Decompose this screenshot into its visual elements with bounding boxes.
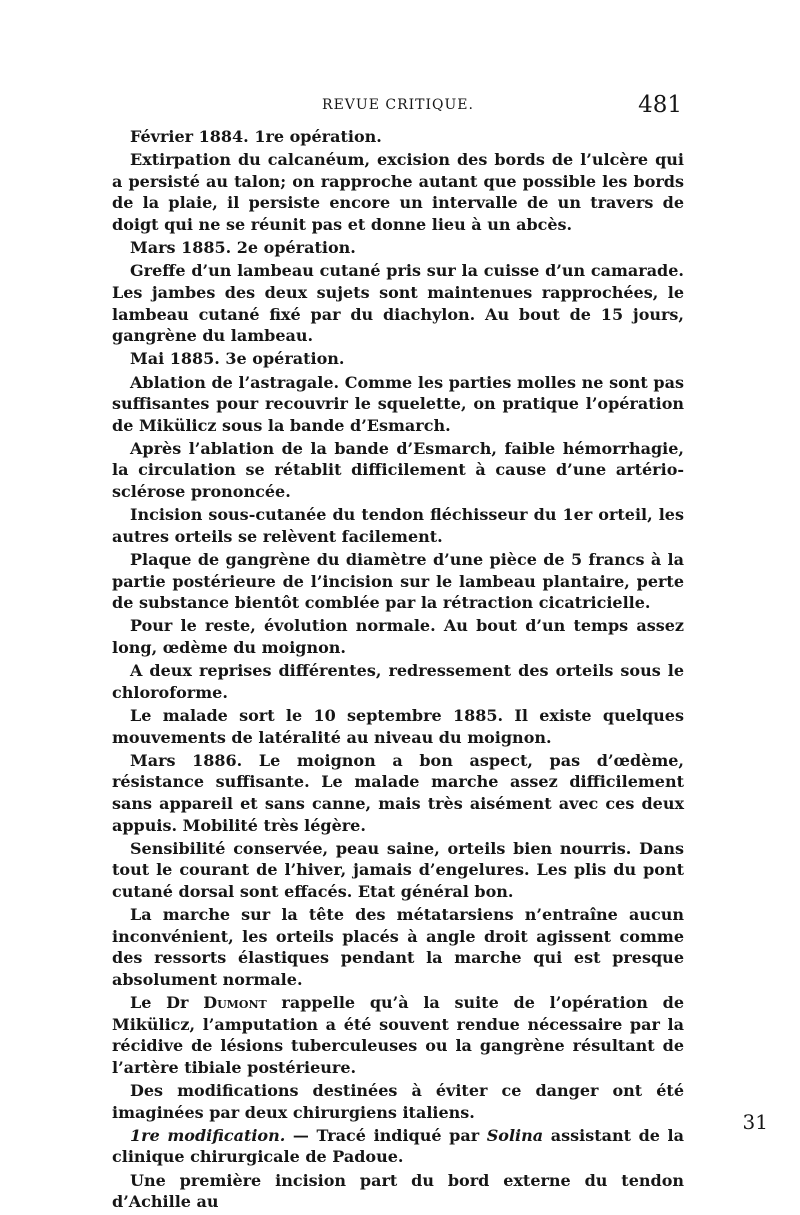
first-modification-person: Solina — [486, 1125, 544, 1145]
first-modification-rest: assistant de la clinique chirurgicale de Padoue. — [112, 1125, 684, 1167]
first-modification-paragraph — [112, 1125, 684, 1168]
paragraph: Mai 1885. 3e opération. — [130, 349, 345, 369]
dumont-prefix: Le Dr — [130, 993, 204, 1013]
paragraph: Mars 1886. Le moignon a bon aspect, pas d’œdème, résistance suffisante. Le malade marche assez difficilement sans appareil et sans canne, mais très aisément avec ces deux appuis. Mobilité très légère. — [112, 750, 684, 835]
paragraph: Incision sous-cutanée du tendon fléchisseur du 1er orteil, les autres orteils se relèvent facilement. — [112, 505, 684, 546]
paragraph: Pour le reste, évolution normale. Au bout d’un temps assez long, œdème du moignon. — [112, 616, 684, 657]
paragraph: A deux reprises différentes, redressement des orteils sous le chloroforme. — [112, 661, 684, 702]
running-title: REVUE CRITIQUE. — [322, 97, 474, 113]
dumont-paragraph — [112, 992, 684, 1078]
paragraph: La marche sur la tête des métatarsiens n’entraîne aucun inconvénient, les orteils placés à angle droit agissent comme des ressorts élastiques pendant la marche qui est presque absolument normale. — [112, 905, 684, 989]
first-modification-dash: — Tracé indiqué par — [285, 1125, 487, 1145]
dumont-name: Dumont — [203, 993, 267, 1013]
modifications-paragraph: Des modifications destinées à éviter ce danger ont été imaginées par deux chirurgiens italiens. — [112, 1081, 684, 1122]
signature-mark: 31 — [742, 1110, 768, 1134]
paragraph: Plaque de gangrène du diamètre d’une pièce de 5 francs à la partie postérieure de l’incision sur le lambeau plantaire, perte de substance bientôt comblée par la rétraction cicatricielle. — [112, 550, 684, 613]
paragraph: Après l’ablation de la bande d’Esmarch, faible hémorrhagie, la circulation se rétablit difficilement à cause d’une artério-sclérose prononcée. — [112, 438, 684, 502]
final-paragraph: Une première incision part du bord externe du tendon d’Achille au — [112, 1170, 684, 1212]
paragraph: Greffe d’un lambeau cutané pris sur la cuisse d’un camarade. Les jambes des deux sujets sont maintenues rapprochées, le lambeau cutané fixé par du diachylon. Au bout de 15 jours, gangrène du lambeau. — [112, 261, 684, 346]
paragraph: Ablation de l’astragale. Comme les parties molles ne sont pas suffisantes pour recouvrir le squelette, on pratique l’opération de Mikülicz sous la bande d’Esmarch. — [112, 372, 684, 435]
paragraph: Sensibilité conservée, peau saine, orteils bien nourris. Dans tout le courant de l’hiver, jamais d’engelures. Les plis du pont cutané dorsal sont effacés. Etat général bon. — [112, 838, 684, 901]
page-header — [112, 92, 684, 126]
body-text — [112, 126, 684, 1213]
paragraph: Mars 1885. 2e opération. — [130, 238, 356, 258]
paragraph: Le malade sort le 10 septembre 1885. Il existe quelques mouvements de latéralité au niveau du moignon. — [112, 705, 684, 747]
paragraph: Février 1884. 1re opération. — [130, 127, 382, 146]
dumont-rest: rappelle qu’à la suite de l’opération de Mikülicz, l’amputation a été souvent rendue nécessaire par la récidive de lésions tuberculeuses ou la gangrène résultant de l’artère tibiale postérieure. — [112, 993, 685, 1077]
page-number: 481 — [638, 92, 682, 118]
first-modification-label: 1re modification. — [130, 1125, 286, 1145]
paragraph: Extirpation du calcanéum, excision des bords de l’ulcère qui a persisté au talon; on rapproche autant que possible les bords de la plaie, il persiste encore un intervalle de un travers de doigt qui ne se réunit pas et donne lieu à un abcès. — [112, 150, 684, 234]
document-page — [112, 92, 684, 1214]
